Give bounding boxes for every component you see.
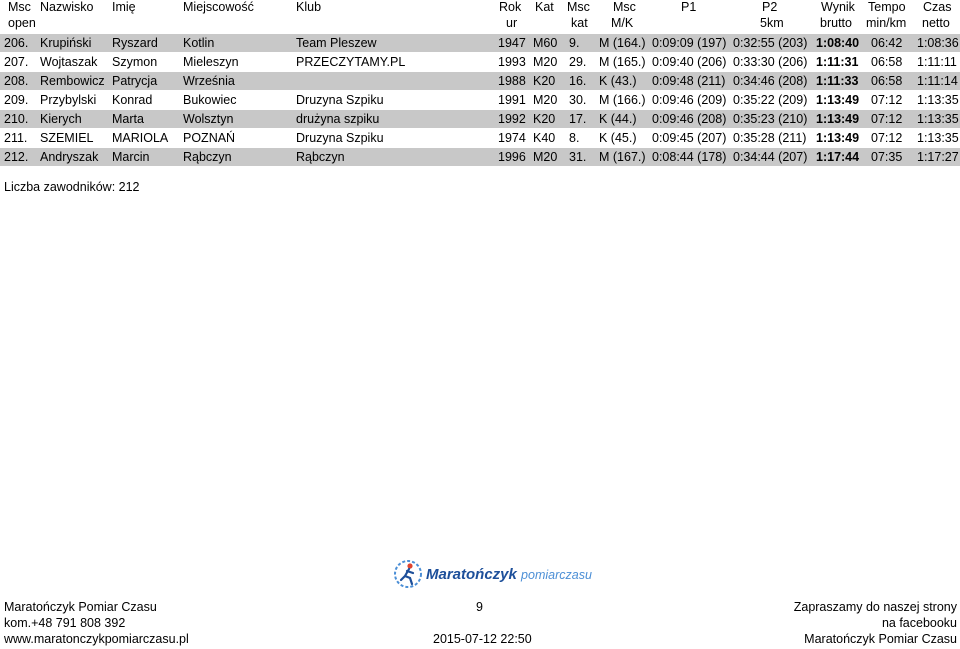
table-row [0, 34, 960, 52]
cell-miejscowosc: Kotlin [183, 36, 215, 50]
cell-wynik: 1:13:49 [816, 93, 860, 107]
cell-wynik: 1:17:44 [816, 150, 860, 164]
cell-msc: 210. [4, 112, 29, 126]
cell-klub: Druzyna Szpiku [296, 93, 384, 107]
table-row [0, 53, 960, 71]
cell-rok: 1996 [498, 150, 526, 164]
cell-tempo: 07:12 [871, 93, 903, 107]
logo-text: Maratończyk pomiarczasu [426, 566, 592, 583]
cell-msckat: 17. [569, 112, 587, 126]
cell-netto: 1:08:36 [917, 36, 959, 50]
cell-imie: Marta [112, 112, 144, 126]
cell-kat: M60 [533, 36, 558, 50]
table-row [0, 91, 960, 109]
table-row [0, 110, 960, 128]
cell-kat: M20 [533, 55, 558, 69]
footer-phone: kom.+48 791 808 392 [4, 616, 126, 630]
cell-kat: M20 [533, 93, 558, 107]
cell-msckat: 31. [569, 150, 587, 164]
cell-miejscowosc: Wolsztyn [183, 112, 234, 126]
cell-wynik: 1:11:33 [816, 74, 859, 88]
cell-msc: 211. [4, 131, 28, 145]
cell-netto: 1:13:35 [917, 93, 959, 107]
cell-p2: 0:35:28 (211) [733, 131, 807, 145]
table-header [0, 0, 960, 34]
cell-miejscowosc: Września [183, 74, 235, 88]
cell-tempo: 07:12 [871, 131, 903, 145]
cell-tempo: 06:58 [871, 74, 903, 88]
runner-logo-icon [392, 558, 424, 590]
table-row [0, 129, 960, 147]
col-kat-header: Kat [535, 0, 554, 14]
col-wynik-header-sub: brutto [820, 16, 852, 30]
table-row [0, 72, 960, 90]
col-rok-header-sub: ur [506, 16, 518, 30]
footer-facebook: na facebooku [881, 616, 957, 630]
cell-p2: 0:35:23 (210) [733, 112, 808, 126]
cell-nazwisko: SZEMIEL [40, 131, 94, 145]
cell-nazwisko: Krupiński [40, 36, 92, 50]
cell-imie: Konrad [112, 93, 153, 107]
cell-p1: 0:09:40 (206) [652, 55, 727, 69]
col-p2-header-sub: 5km [760, 16, 784, 30]
cell-nazwisko: Rembowicz [40, 74, 105, 88]
cell-tempo: 06:58 [871, 55, 903, 69]
col-p2-header: P2 [762, 0, 778, 14]
cell-mscmk: M (165.) [599, 55, 646, 69]
col-tempo-header: Tempo [868, 0, 906, 14]
cell-nazwisko: Przybylski [40, 93, 97, 107]
cell-p2: 0:34:46 (208) [733, 74, 808, 88]
cell-miejscowosc: Bukowiec [183, 93, 237, 107]
cell-msckat: 30. [569, 93, 587, 107]
cell-klub: Team Pleszew [296, 36, 377, 50]
col-msc-kat-header: Msc [567, 0, 590, 14]
cell-kat: K20 [533, 112, 556, 126]
col-msc-kat-header-sub: kat [571, 16, 588, 30]
cell-wynik: 1:13:49 [816, 131, 860, 145]
table-row [0, 148, 960, 166]
cell-rok: 1947 [498, 36, 526, 50]
cell-msc: 212. [4, 150, 29, 164]
cell-mscmk: M (167.) [599, 150, 646, 164]
cell-imie: MARIOLA [112, 131, 169, 145]
cell-imie: Szymon [112, 55, 158, 69]
cell-rok: 1992 [498, 112, 526, 126]
cell-imie: Ryszard [112, 36, 158, 50]
cell-tempo: 07:12 [871, 112, 903, 126]
cell-netto: 1:11:14 [917, 74, 958, 88]
cell-p1: 0:09:09 (197) [652, 36, 727, 50]
cell-msc: 208. [4, 74, 29, 88]
cell-tempo: 07:35 [871, 150, 903, 164]
cell-rok: 1991 [498, 93, 526, 107]
cell-p1: 0:09:45 (207) [652, 131, 727, 145]
cell-klub: Druzyna Szpiku [296, 131, 384, 145]
cell-mscmk: K (43.) [599, 74, 637, 88]
col-klub-header: Klub [296, 0, 322, 14]
cell-msc: 207. [4, 55, 29, 69]
col-nazwisko-header: Nazwisko [40, 0, 94, 14]
footer-company-right: Maratończyk Pomiar Czasu [804, 632, 957, 646]
col-czas-header-sub: netto [922, 16, 950, 30]
cell-wynik: 1:11:31 [816, 55, 859, 69]
cell-p1: 0:09:48 (211) [652, 74, 726, 88]
col-msc-mk-header: Msc [613, 0, 636, 14]
cell-netto: 1:13:35 [917, 131, 959, 145]
col-msc-header: Msc [8, 0, 31, 14]
cell-mscmk: K (45.) [599, 131, 637, 145]
col-miejscowosc-header: Miejscowość [183, 0, 254, 14]
cell-nazwisko: Wojtaszak [40, 55, 98, 69]
cell-klub: Rąbczyn [296, 150, 345, 164]
cell-p2: 0:33:30 (206) [733, 55, 808, 69]
cell-miejscowosc: POZNAŃ [183, 131, 236, 145]
cell-kat: K20 [533, 74, 556, 88]
col-czas-header: Czas [923, 0, 952, 14]
cell-wynik: 1:13:49 [816, 112, 860, 126]
cell-netto: 1:11:11 [917, 55, 957, 69]
cell-mscmk: M (164.) [599, 36, 646, 50]
col-wynik-header: Wynik [821, 0, 855, 14]
cell-p2: 0:32:55 (203) [733, 36, 808, 50]
cell-rok: 1974 [498, 131, 526, 145]
cell-tempo: 06:42 [871, 36, 903, 50]
cell-msckat: 8. [569, 131, 580, 145]
cell-nazwisko: Andryszak [40, 150, 99, 164]
col-msc-header-sub: open [8, 16, 36, 30]
logo [392, 558, 592, 590]
cell-msckat: 29. [569, 55, 587, 69]
cell-nazwisko: Kierych [40, 112, 82, 126]
cell-miejscowosc: Rąbczyn [183, 150, 232, 164]
col-msc-mk-header-sub: M/K [611, 16, 634, 30]
cell-p1: 0:09:46 (209) [652, 93, 727, 107]
footer-invite: Zapraszamy do naszej strony [793, 600, 957, 614]
cell-rok: 1993 [498, 55, 526, 69]
cell-wynik: 1:08:40 [816, 36, 860, 50]
col-tempo-header-sub: min/km [866, 16, 907, 30]
cell-netto: 1:17:27 [917, 150, 959, 164]
col-p1-header: P1 [681, 0, 697, 14]
col-rok-header: Rok [499, 0, 522, 14]
cell-msc: 206. [4, 36, 29, 50]
cell-mscmk: M (166.) [599, 93, 646, 107]
cell-imie: Patrycja [112, 74, 158, 88]
participants-count: Liczba zawodników: 212 [4, 180, 140, 194]
footer-datetime: 2015-07-12 22:50 [433, 632, 532, 646]
cell-imie: Marcin [112, 150, 150, 164]
cell-p2: 0:35:22 (209) [733, 93, 808, 107]
col-imie-header: Imię [112, 0, 136, 14]
cell-miejscowosc: Mieleszyn [183, 55, 239, 69]
cell-mscmk: K (44.) [599, 112, 637, 126]
cell-p1: 0:09:46 (208) [652, 112, 727, 126]
cell-kat: K40 [533, 131, 556, 145]
footer-company: Maratończyk Pomiar Czasu [4, 600, 157, 614]
cell-msc: 209. [4, 93, 29, 107]
cell-p1: 0:08:44 (178) [652, 150, 727, 164]
cell-p2: 0:34:44 (207) [733, 150, 808, 164]
page-number: 9 [476, 600, 483, 614]
cell-kat: M20 [533, 150, 558, 164]
cell-msckat: 16. [569, 74, 587, 88]
cell-msckat: 9. [569, 36, 580, 50]
cell-netto: 1:13:35 [917, 112, 959, 126]
cell-rok: 1988 [498, 74, 526, 88]
footer-website[interactable]: www.maratonczykpomiarczasu.pl [4, 632, 189, 646]
cell-klub: PRZECZYTAMY.PL [296, 55, 406, 69]
cell-klub: drużyna szpiku [296, 112, 380, 126]
